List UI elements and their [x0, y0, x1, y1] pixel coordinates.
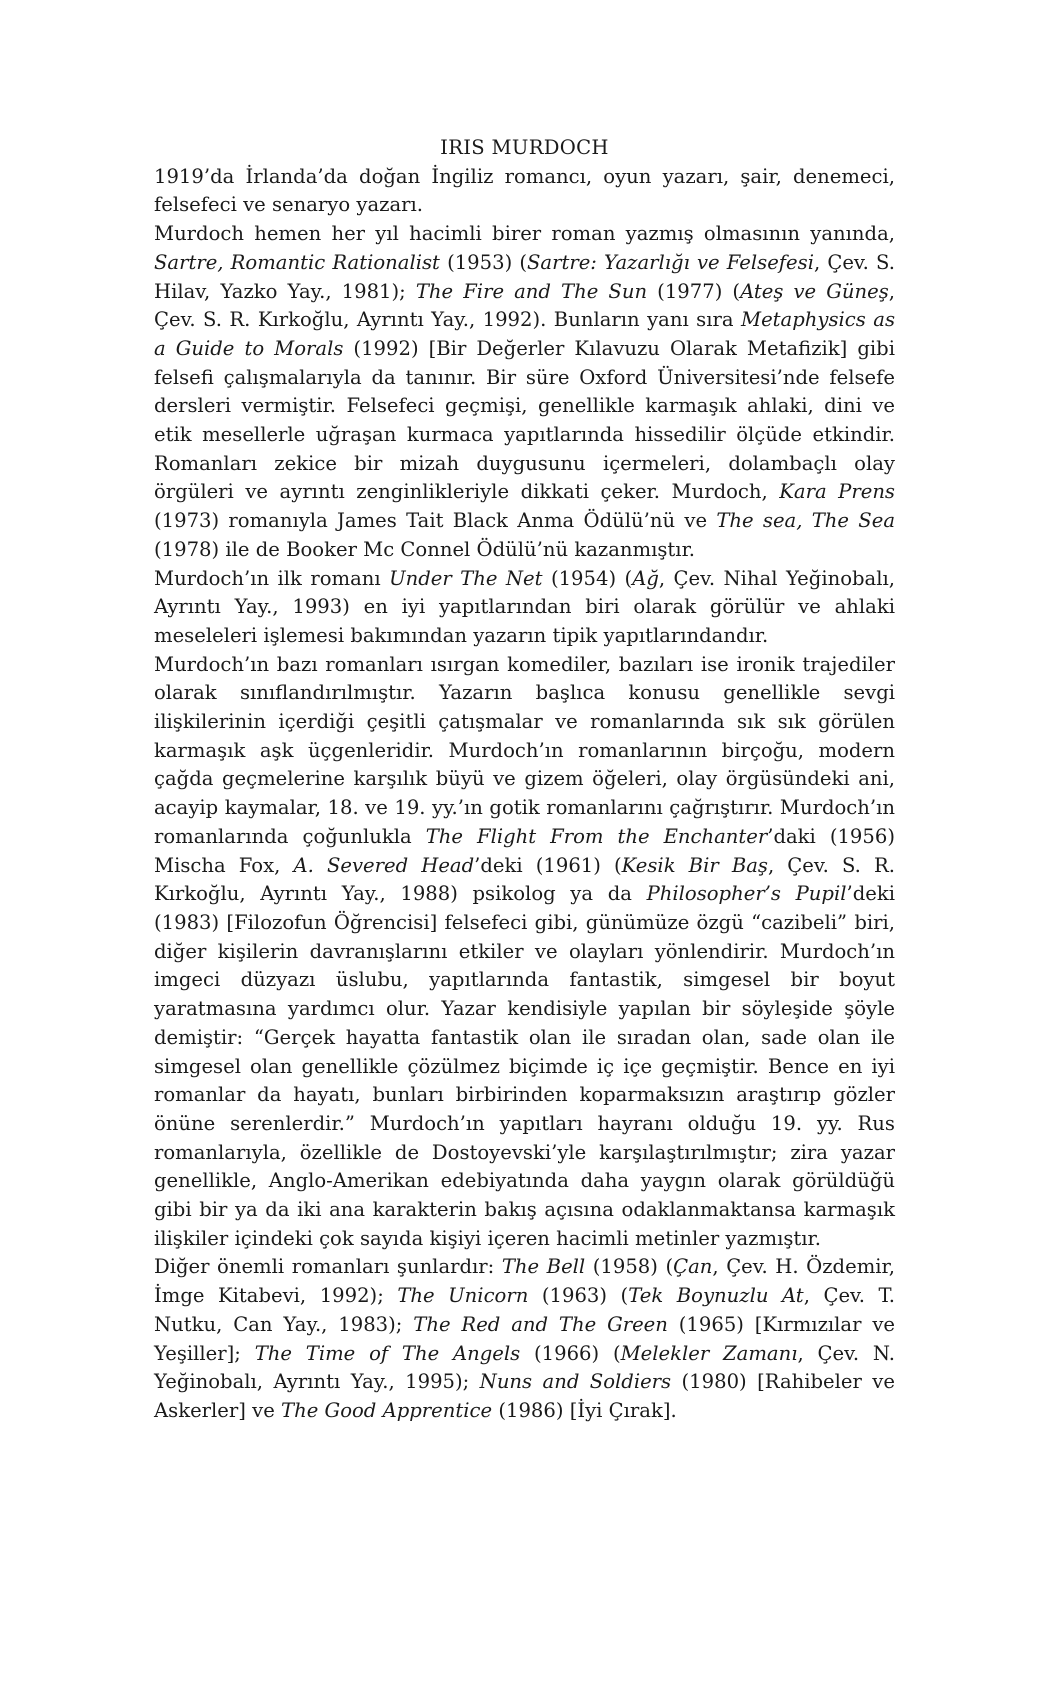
- body-text: [154, 163, 895, 1426]
- italic-title-run: Ateş ve Güneş: [740, 279, 889, 303]
- text-run: , Çev. S. R. Kırkoğlu, Ayrıntı Yay., 1988) psikolog ya da: [154, 853, 895, 906]
- italic-title-run: Kesik Bir Baş: [621, 853, 768, 877]
- italic-title-run: The Time of The Angels: [254, 1341, 521, 1365]
- text-run: Diğer önemli romanları şunlardır:: [154, 1255, 502, 1279]
- italic-title-run: Çan: [673, 1255, 713, 1279]
- italic-title-run: A. Severed Head: [293, 853, 475, 877]
- italic-title-run: Kara Prens: [779, 480, 895, 504]
- text-run: (1954) (: [542, 566, 633, 590]
- document-page: [154, 134, 895, 1426]
- paragraph-other-novels: [154, 1253, 895, 1425]
- text-run: Murdoch’ın bazı romanları ısırgan komediler, bazıları ise ironik trajediler olarak sınıflandırılmıştır. Yazarın başlıca konusu genellikle sevgi ilişkilerinin içerdiği çeşitli çatışmalar ve romanlarında sık sık görülen karmaşık aşk üçgenleridir. Murdoch’ın romanlarının birçoğu, modern çağda geçmelerine karşılık büyü ve gizem öğeleri, olay örgüsündeki ani, acayip kaymalar, 18. ve 19. yy.’ın gotik romanlarını çağrıştırır. Murdoch’ın romanlarında çoğunlukla: [154, 652, 895, 848]
- text-run: (1958) (: [585, 1255, 674, 1279]
- text-run: ’deki (1983) [Filozofun Öğrencisi] felsefeci gibi, günümüze özgü “cazibeli” biri, diğer kişilerin davranışlarını etkiler ve olayları yönlendirir. Murdoch’ın imgeci düzyazı üslubu, yapıtlarında fantastik, simgesel bir boyut yaratmasına yardımcı olur. Yazar kendisiyle yapılan bir söyleşide şöyle demiştir: “Gerçek hayatta fantastik olan ile sıradan olan, sade olan ile simgesel olan genellikle çözülmez biçimde iç içe geçmiştir. Bence en iyi romanlar da hayatı, bunları birbirinden koparmaksızın araştırıp gözler önüne serenlerdir.” Murdoch’ın yapıtları hayranı olduğu 19. yy. Rus romanlarıyla, özellikle de Dostoyevski’yle karşılaştırılmıştır; zira yazar genellikle, Anglo-Amerikan edebiyatında daha yaygın olarak görüldüğü gibi bir ya da iki ana karakterin bakış açısına odaklanmaktansa karmaşık ilişkiler içindeki çok sayıda kişiyi içeren hacimli metinler yazmıştır.: [154, 882, 896, 1250]
- italic-title-run: The sea, The Sea: [716, 509, 895, 533]
- paragraph-career: [154, 220, 895, 564]
- text-run: (1992) [Bir Değerler Kılavuzu Olarak Metafizik] gibi felsefi çalışmalarıyla da tanınır. Bir süre Oxford Üniversitesi’nde felsefe dersleri vermiştir. Felsefeci geçmişi, genellikle karmaşık ahlaki, dini ve etik mesellerle uğraşan kurmaca yapıtlarında hissedilir ölçüde etkindir. Romanları zekice bir mizah duygusunu içermeleri, dolambaçlı olay örgüleri ve ayrıntı zenginlikleriyle dikkati çeker. Murdoch,: [154, 336, 895, 504]
- text-run: (1953) (: [439, 250, 527, 274]
- text-run: , Çev. S. Hilav, Yazko Yay., 1981);: [154, 250, 895, 303]
- page-title: IRIS MURDOCH: [440, 136, 609, 159]
- italic-title-run: The Bell: [501, 1255, 586, 1279]
- italic-title-run: Philosopher’s Pupil: [646, 882, 847, 906]
- italic-title-run: The Fire and The Sun: [415, 279, 648, 303]
- italic-title-run: Under The Net: [389, 566, 543, 590]
- italic-title-run: Tek Boynuzlu At: [628, 1284, 804, 1308]
- text-run: (1966) (: [520, 1341, 621, 1365]
- italic-title-run: The Red and The Green: [413, 1312, 668, 1336]
- paragraph-themes: [154, 651, 895, 1254]
- paragraph-first-novel: [154, 565, 895, 651]
- text-run: (1986) [İyi Çırak].: [492, 1398, 677, 1422]
- paragraph-intro: [154, 163, 895, 220]
- italic-title-run: The Unicorn: [397, 1284, 529, 1308]
- text-run: (1973) romanıyla James Tait Black Anma Ödülü’nü ve: [154, 509, 717, 533]
- text-run: , Çev. H. Özdemir, İmge Kitabevi, 1992);: [154, 1255, 895, 1308]
- text-run: , Çev. N. Yeğinobalı, Ayrıntı Yay., 1995);: [154, 1341, 895, 1394]
- italic-title-run: Sartre: Yazarlığı ve Felsefesi: [527, 250, 814, 274]
- text-run: , Çev. Nihal Yeğinobalı, Ayrıntı Yay., 1993) en iyi yapıtlarından biri olarak görülür ve ahlaki meseleleri işlemesi bakımından yazarın tipik yapıtlarındandır.: [154, 566, 895, 647]
- italic-title-run: Sartre, Romantic Rationalist: [154, 250, 440, 274]
- italic-title-run: The Flight From the Enchanter: [425, 824, 768, 848]
- text-run: (1965) [Kırmızılar ve Yeşiller];: [154, 1312, 896, 1365]
- text-run: (1977) (: [647, 279, 741, 303]
- text-run: (1978) ile de Booker Mc Connel Ödülü’nü kazanmıştır.: [154, 537, 696, 561]
- italic-title-run: Metaphysics as a Guide to Morals: [154, 308, 895, 360]
- italic-title-run: Nuns and Soldiers: [479, 1370, 672, 1394]
- text-run: 1919’da İrlanda’da doğan İngiliz romancı, oyun yazarı, şair, denemeci, felsefeci ve senaryo yazarı.: [154, 164, 895, 217]
- text-run: (1963) (: [528, 1284, 629, 1308]
- italic-title-run: The Good Apprentice: [281, 1398, 493, 1422]
- text-run: , Çev. T. Nutku, Can Yay., 1983);: [154, 1284, 895, 1336]
- text-run: Murdoch hemen her yıl hacimli birer roman yazmış olmasının yanında,: [154, 222, 895, 246]
- text-run: (1980) [Rahibeler ve Askerler] ve: [154, 1370, 895, 1422]
- italic-title-run: Ağ: [632, 566, 659, 590]
- italic-title-run: Melekler Zamanı: [620, 1341, 798, 1365]
- text-run: Murdoch’ın ilk romanı: [154, 566, 390, 590]
- text-run: , Çev. S. R. Kırkoğlu, Ayrıntı Yay., 1992). Bunların yanı sıra: [154, 279, 896, 332]
- text-run: ’deki (1961) (: [474, 853, 622, 877]
- text-run: ’daki (1956) Mischa Fox,: [154, 824, 895, 877]
